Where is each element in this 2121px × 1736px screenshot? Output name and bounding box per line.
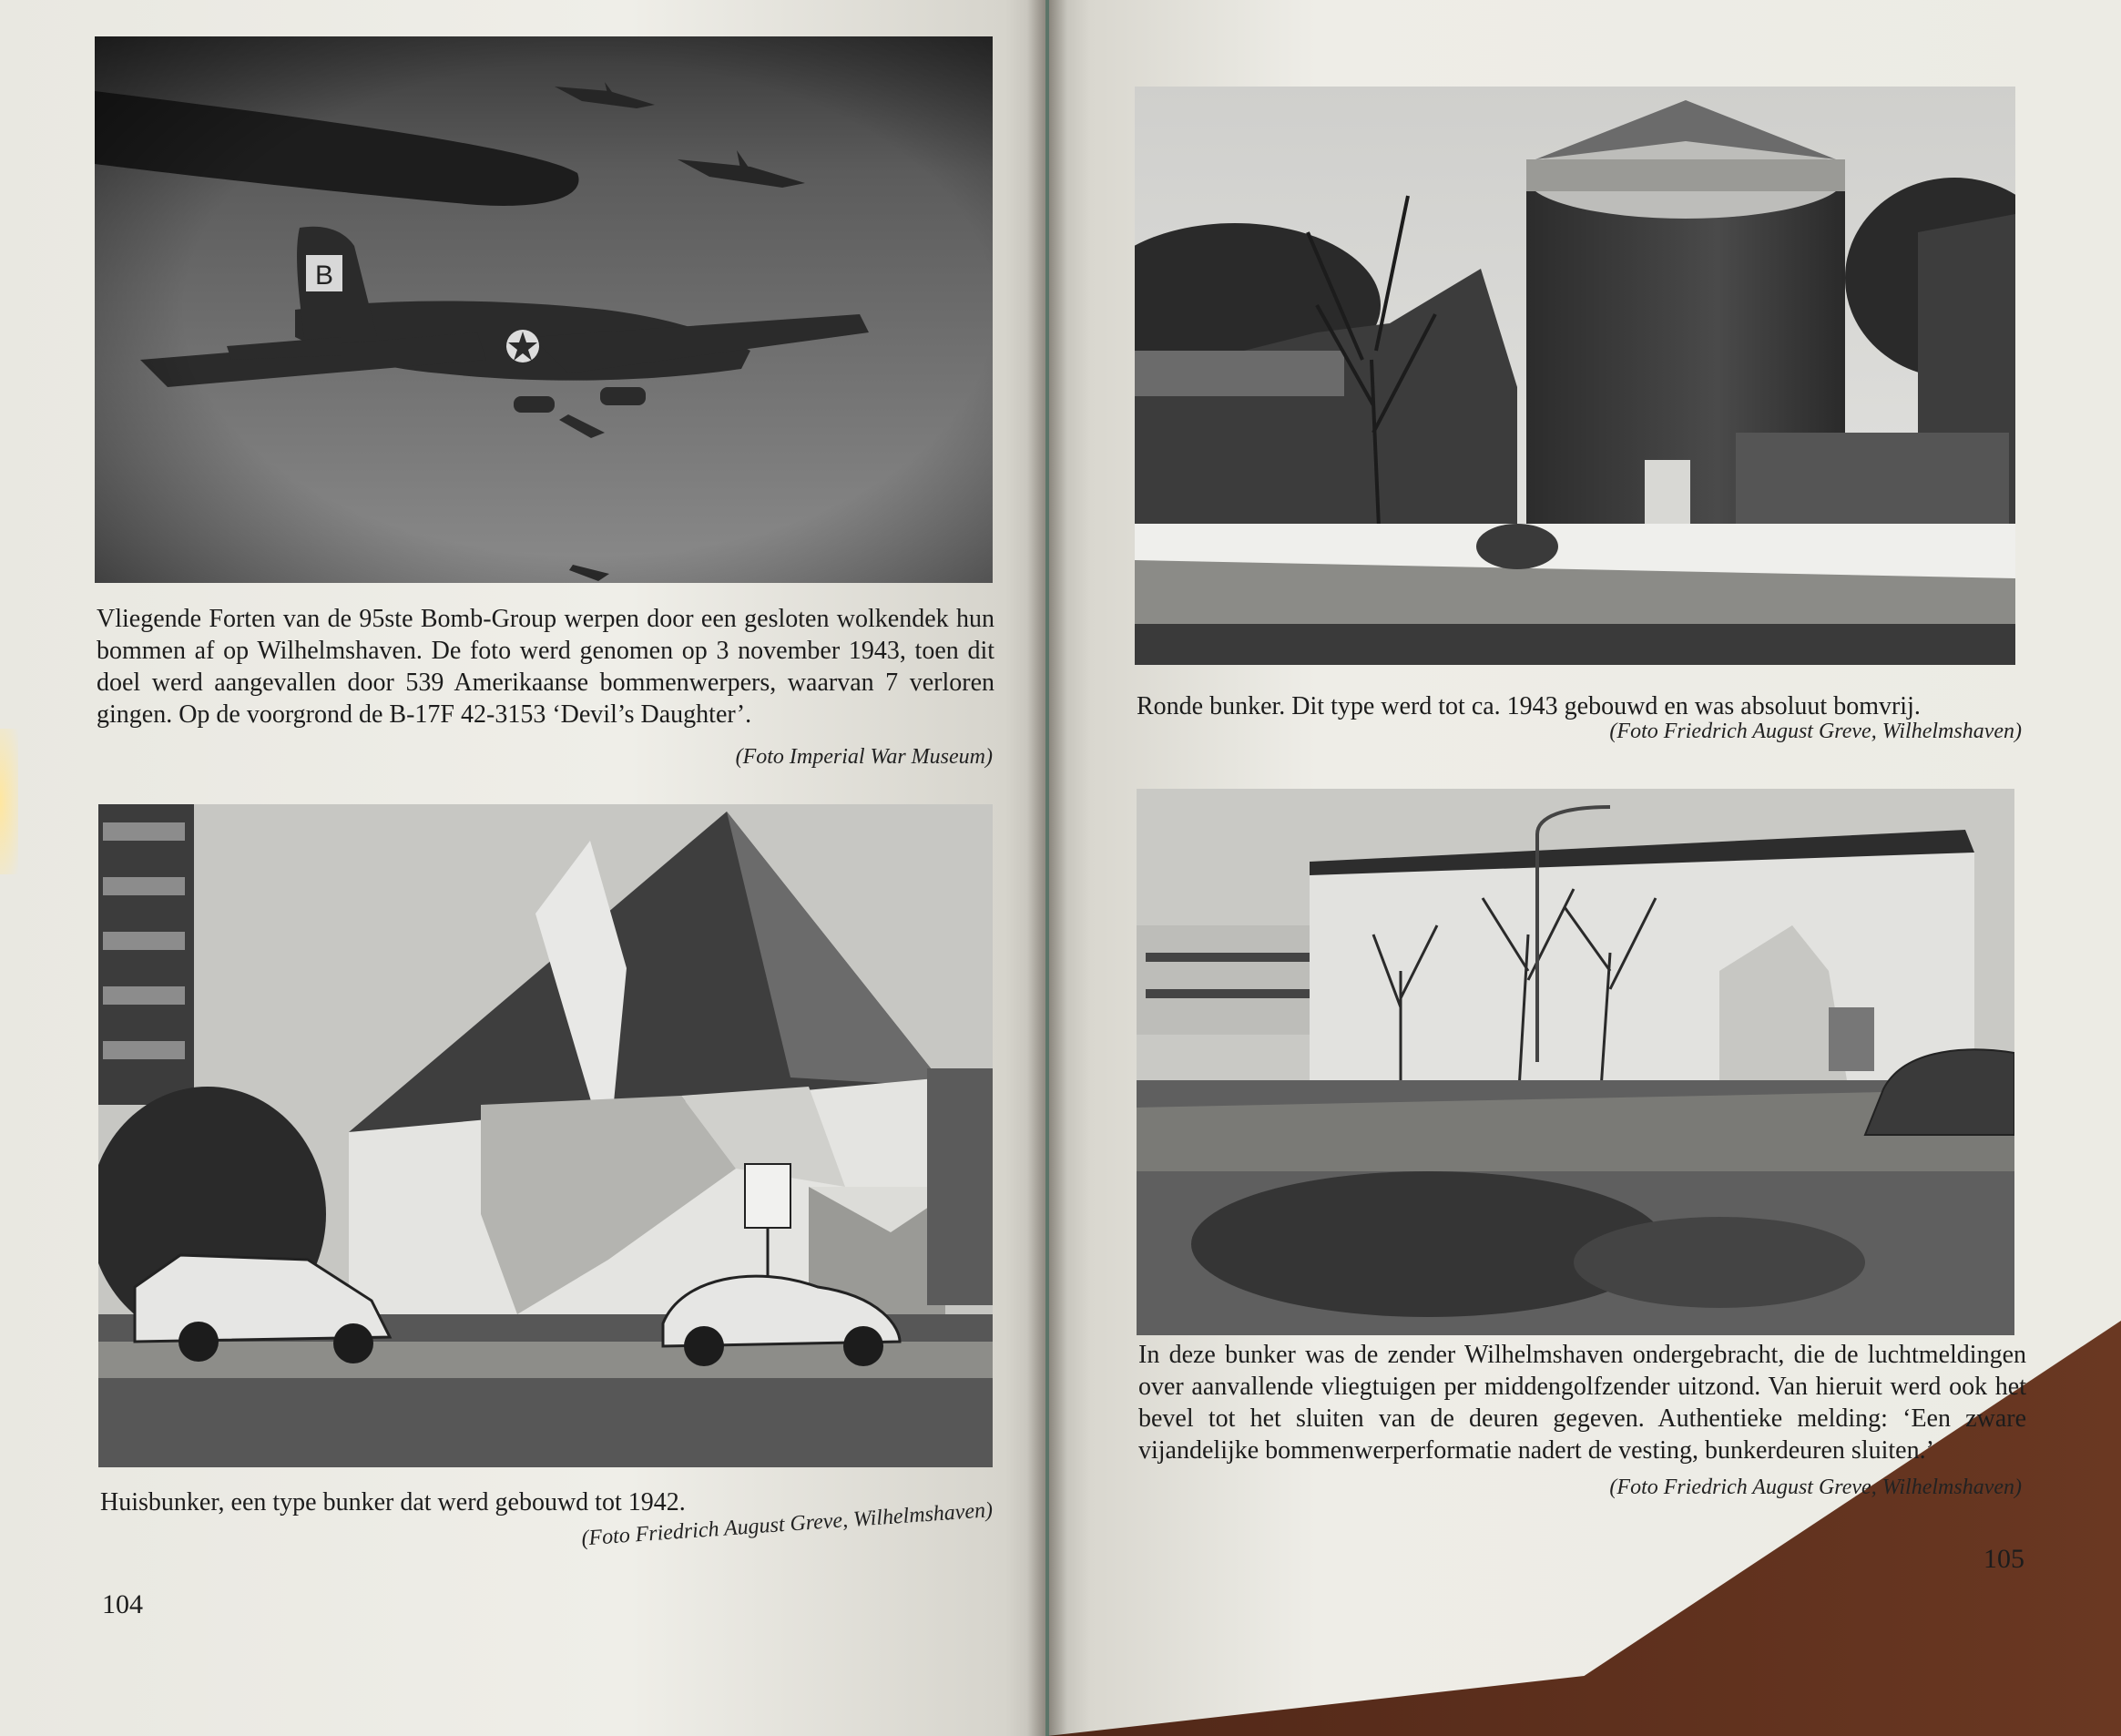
credit-transmitter-bunker: (Foto Friedrich August Greve, Wilhelmshaven) (1609, 1476, 2022, 1499)
photo-transmitter-bunker (1137, 789, 2014, 1335)
credit-house-bunker: (Foto Friedrich August Greve, Wilhelmshaven) (580, 1498, 994, 1551)
cover-edge (1045, 0, 1049, 1736)
light-reflection (0, 729, 18, 874)
caption-bombers: Vliegende Forten van de 95ste Bomb-Group werpen door een gesloten wolkendek hun bommen af op Wilhelmshaven. De foto werd genomen op 3 november 1943, toen dit doel werd aangevallen door 539 Amerikaanse bommenwerpers, waarvan 7 verloren gingen. Op de voorgrond de B-17F 42-3153 ‘Devil’s Daughter’. (97, 605, 994, 729)
photo-house-bunker (98, 804, 993, 1467)
page-number-left: 104 (102, 1589, 143, 1619)
page-number-right: 105 (1983, 1544, 2024, 1574)
caption-house-bunker: Huisbunker, een type bunker dat werd gebouwd tot 1942. (100, 1488, 686, 1516)
credit-round-bunker: (Foto Friedrich August Greve, Wilhelmshaven) (1609, 720, 2022, 743)
credit-bombers: (Foto Imperial War Museum) (735, 745, 993, 769)
photo-round-bunker (1135, 87, 2015, 665)
caption-round-bunker: Ronde bunker. Dit type werd tot ca. 1943 gebouwd en was absoluut bomvrij. (1137, 692, 1921, 720)
caption-transmitter-bunker: In deze bunker was de zender Wilhelmshaven ondergebracht, die de luchtmeldingen over aanvallende vliegtuigen per middengolfzender uitzond. Van hieruit werd ook het bevel tot het sluiten van de deuren gegeven. Authentieke melding: ‘Een zware vijandelijke bommenwerperformatie nadert de vesting, bunkerdeuren sluiten.’ (1138, 1341, 2026, 1465)
photo-b17-bombers (95, 36, 993, 583)
